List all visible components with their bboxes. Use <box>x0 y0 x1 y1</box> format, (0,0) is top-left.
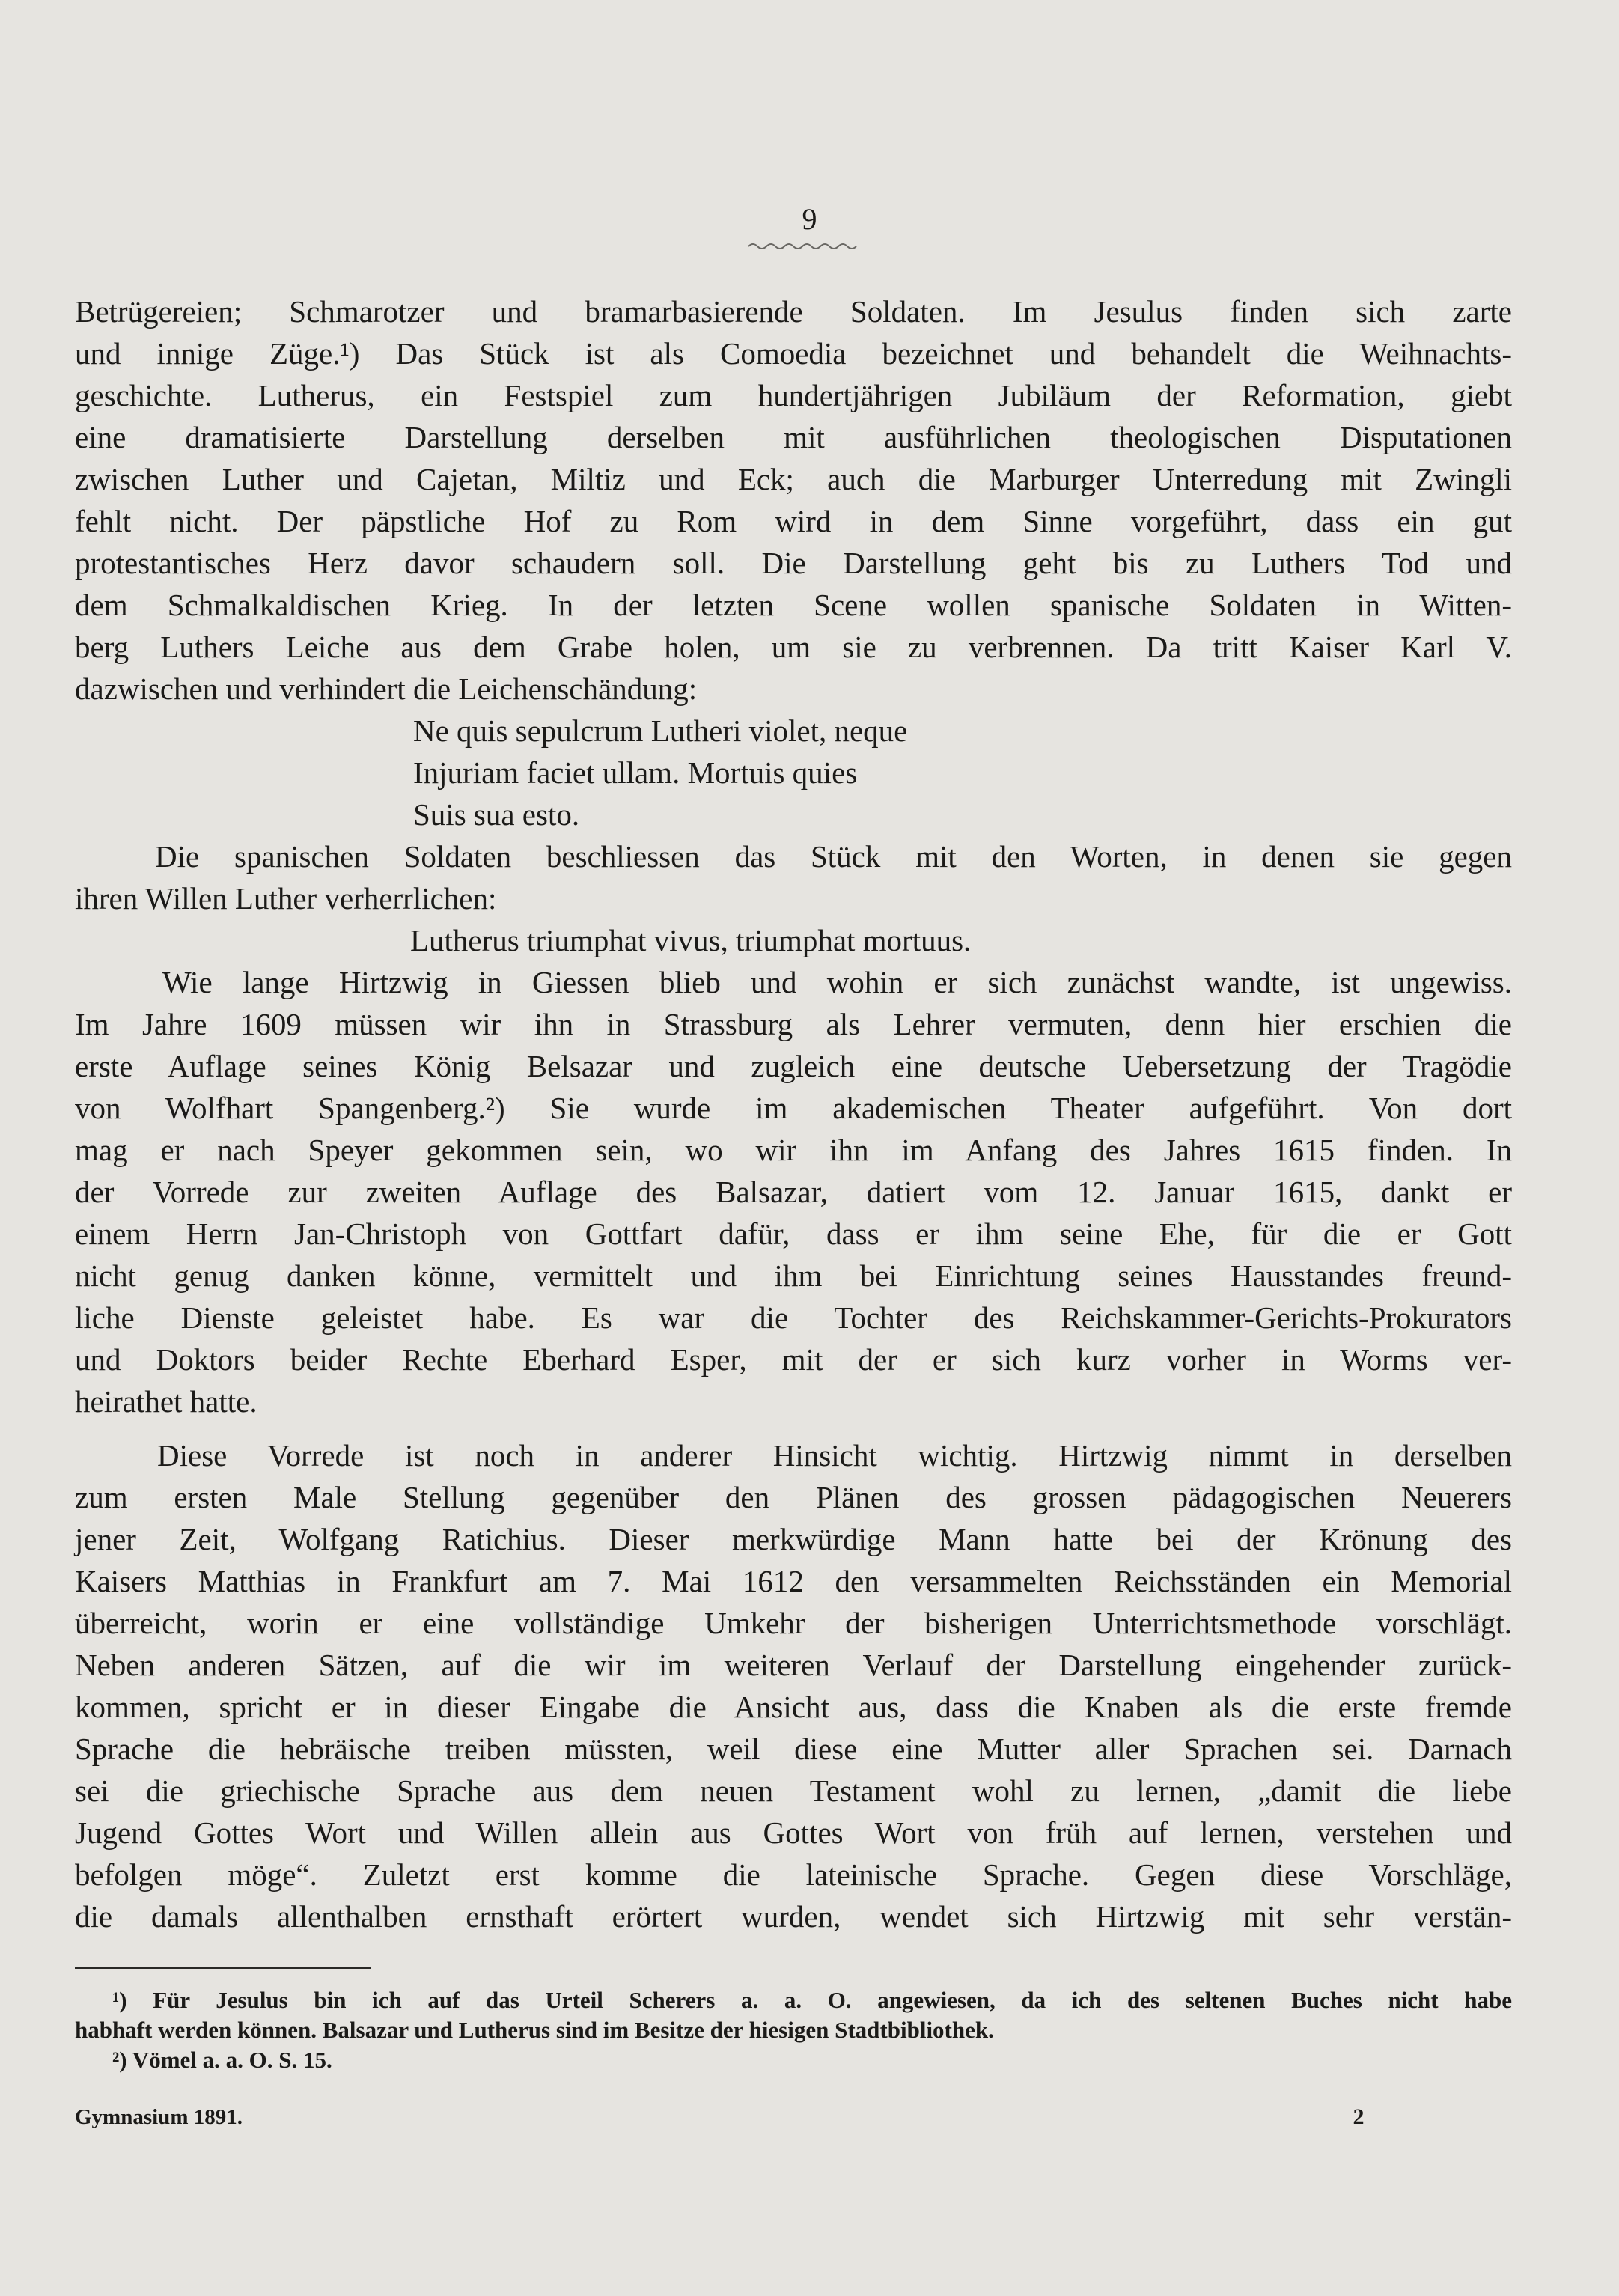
text-line: heirathet hatte. <box>75 1384 257 1419</box>
text-line: eine dramatisierte Darstellung derselben mit ausführlichen theologischen Disputationen <box>75 420 1512 454</box>
text-line: dem Schmalkaldischen Krieg. In der letzten Scene wollen spanische Soldaten in Witten- <box>75 588 1512 622</box>
text-line: geschichte. Lutherus, ein Festspiel zum hundertjährigen Jubiläum der Reformation, giebt <box>75 378 1512 412</box>
page-number: 9 <box>802 202 817 236</box>
text-line: und Doktors beider Rechte Eberhard Esper, mit der er sich kurz vorher in Worms ver- <box>75 1342 1512 1377</box>
footnotes <box>75 1985 1512 2075</box>
text-line: Diese Vorrede ist noch in anderer Hinsicht wichtig. Hirtzwig nimmt in derselben <box>157 1438 1512 1473</box>
text-line: Im Jahre 1609 müssen wir ihn in Strassburg als Lehrer vermuten, denn hier erschien die <box>75 1007 1512 1041</box>
text-line: befolgen möge“. Zuletzt erst komme die lateinische Sprache. Gegen diese Vorschläge, <box>75 1857 1512 1892</box>
text-line: Die spanischen Soldaten beschliessen das Stück mit den Worten, in denen sie gegen <box>155 839 1512 874</box>
text-line: sei die griechische Sprache aus dem neuen Testament wohl zu lernen, „damit die liebe <box>75 1773 1512 1808</box>
verse-line: Ne quis sepulcrum Lutheri violet, neque <box>413 713 908 748</box>
text-line: und innige Züge.¹) Das Stück ist als Comoedia bezeichnet und behandelt die Weihnachts- <box>75 336 1512 371</box>
text-line: ihren Willen Luther verherrlichen: <box>75 881 497 916</box>
verse-line: Injuriam faciet ullam. Mortuis quies <box>413 755 858 790</box>
text-line: Betrügereien; Schmarotzer und bramarbasierende Soldaten. Im Jesulus finden sich zarte <box>75 294 1512 329</box>
text-line: überreicht, worin er eine vollständige Umkehr der bisherigen Unterrichtsmethode vorschlägt. <box>75 1606 1512 1640</box>
footnote-rule <box>75 1967 371 1969</box>
text-line: zwischen Luther und Cajetan, Miltiz und Eck; auch die Marburger Unterredung mit Zwingli <box>75 462 1512 496</box>
signature-number: 2 <box>1353 2104 1365 2129</box>
text-line: die damals allenthalben ernsthaft erörtert wurden, wendet sich Hirtzwig mit sehr verstän- <box>75 1899 1512 1934</box>
footnote-line: ²) Vömel a. a. O. S. 15. <box>112 2047 332 2073</box>
verse-line: Suis sua esto. <box>413 797 580 832</box>
text-line: erste Auflage seines König Belsazar und zugleich eine deutsche Uebersetzung der Tragödie <box>75 1049 1512 1083</box>
text-line: Wie lange Hirtzwig in Giessen blieb und wohin er sich zunächst wandte, ist ungewiss. <box>162 965 1512 999</box>
running-foot: Gymnasium 1891. <box>75 2105 243 2129</box>
verse-line: Lutherus triumphat vivus, triumphat mortuus. <box>410 923 972 957</box>
footnote-line: habhaft werden können. Balsazar und Lutherus sind im Besitze der hiesigen Stadtbibliothek. <box>75 2017 994 2043</box>
wavy-rule-icon <box>748 241 861 252</box>
text-line: liche Dienste geleistet habe. Es war die Tochter des Reichskammer-Gerichts-Prokurators <box>75 1300 1512 1335</box>
text-line: kommen, spricht er in dieser Eingabe die Ansicht aus, dass die Knaben als die erste fremde <box>75 1690 1512 1724</box>
main-text <box>75 290 1512 1937</box>
text-line: Sprache die hebräische treiben müssten, weil diese eine Mutter aller Sprachen sei. Darnach <box>75 1732 1512 1766</box>
text-line: protestantisches Herz davor schaudern soll. Die Darstellung geht bis zu Luthers Tod und <box>75 546 1512 580</box>
text-line: fehlt nicht. Der päpstliche Hof zu Rom wird in dem Sinne vorgeführt, dass ein gut <box>75 504 1512 538</box>
text-line: von Wolfhart Spangenberg.²) Sie wurde im akademischen Theater aufgeführt. Von dort <box>75 1091 1512 1125</box>
text-line: nicht genug danken könne, vermittelt und ihm bei Einrichtung seines Hausstandes freund- <box>75 1258 1512 1293</box>
text-line: der Vorrede zur zweiten Auflage des Balsazar, datiert vom 12. Januar 1615, dankt er <box>75 1175 1512 1209</box>
text-line: berg Luthers Leiche aus dem Grabe holen, um sie zu verbrennen. Da tritt Kaiser Karl V. <box>75 630 1512 664</box>
text-line: dazwischen und verhindert die Leichenschändung: <box>75 672 698 706</box>
text-line: Neben anderen Sätzen, auf die wir im weiteren Verlauf der Darstellung eingehender zurück- <box>75 1648 1512 1682</box>
text-line: mag er nach Speyer gekommen sein, wo wir ihn im Anfang des Jahres 1615 finden. In <box>75 1133 1512 1167</box>
footnote-line: ¹) Für Jesulus bin ich auf das Urteil Scherers a. a. O. angewiesen, da ich des seltenen Buches nicht habe <box>112 1987 1512 2013</box>
text-line: jener Zeit, Wolfgang Ratichius. Dieser merkwürdige Mann hatte bei der Krönung des <box>75 1522 1512 1556</box>
text-line: Kaisers Matthias in Frankfurt am 7. Mai 1612 den versammelten Reichsständen ein Memorial <box>75 1564 1512 1598</box>
text-line: zum ersten Male Stellung gegenüber den Plänen des grossen pädagogischen Neuerers <box>75 1480 1512 1514</box>
text-line: einem Herrn Jan-Christoph von Gottfart dafür, dass er ihm seine Ehe, für die er Gott <box>75 1216 1512 1251</box>
text-line: Jugend Gottes Wort und Willen allein aus Gottes Wort von früh auf lernen, verstehen und <box>75 1815 1512 1850</box>
